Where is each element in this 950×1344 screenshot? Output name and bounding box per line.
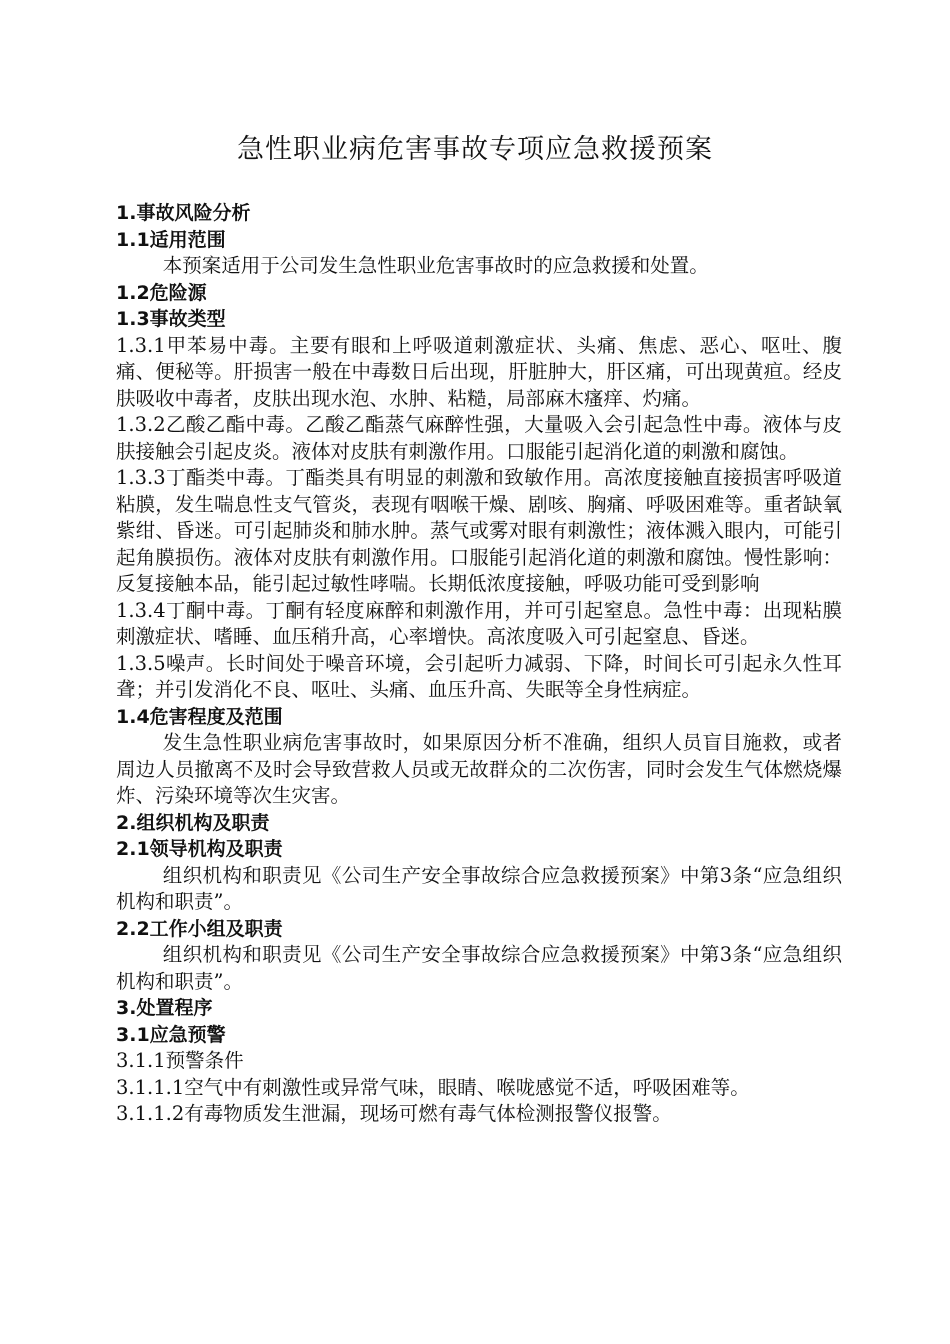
section-heading-3: 3.处置程序 [116, 997, 213, 1019]
section-heading-2-2: 2.2工作小组及职责 [116, 917, 283, 940]
section-heading-1-1: 1.1适用范围 [116, 228, 226, 251]
document-body [116, 200, 842, 1128]
section-heading-1: 1.事故风险分析 [116, 202, 251, 224]
paragraph-noise: 1.3.5噪声。长时间处于噪音环境，会引起听力减弱、下降，时间长可引起永久性耳聋；并引发消化不良、呕吐、头痛、血压升高、失眠等全身性病症。 [116, 651, 842, 701]
paragraph-hazard-scope: 发生急性职业病危害事故时，如果原因分析不准确，组织人员盲目施救，或者周边人员撤离不及时会导致营救人员或无故群众的二次伤害，同时会发生气体燃烧爆炸、污染环境等次生灾害。 [116, 731, 842, 807]
paragraph-warning-1: 3.1.1.1空气中有刺激性或异常气味，眼睛、喉咙感觉不适，呼吸困难等。 [116, 1075, 750, 1099]
paragraph-toluene: 1.3.1甲苯易中毒。主要有眼和上呼吸道刺激症状、头痛、焦虑、恶心、呕吐、腹痛、便秘等。肝损害一般在中毒数日后出现，肝脏肿大，肝区痛，可出现黄疸。经皮肤吸收中毒者，皮肤出现水泡、水肿、粘糙，局部麻木瘙痒、灼痛。 [116, 333, 842, 410]
paragraph-scope: 本预案适用于公司发生急性职业危害事故时的应急救援和处置。 [162, 254, 709, 277]
paragraph-working-group: 组织机构和职责见《公司生产安全事故综合应急救援预案》中第3条“应急组织机构和职责”。 [116, 943, 842, 993]
subsection-3-1-1: 3.1.1预警条件 [116, 1049, 244, 1072]
paragraph-butanone: 1.3.4丁酮中毒。丁酮有轻度麻醉和刺激作用，并可引起窒息。急性中毒：出现粘膜刺激症状、嗜睡、血压稍升高，心率增快。高浓度吸入可引起窒息、昏迷。 [116, 598, 842, 648]
paragraph-butyl-esters: 1.3.3丁酯类中毒。丁酯类具有明显的刺激和致敏作用。高浓度接触直接损害呼吸道粘膜，发生喘息性支气管炎，表现有咽喉干燥、剧咳、胸痛、呼吸困难等。重者缺氧紫绀、昏迷。可引起肺炎和肺水肿。蒸气或雾对眼有刺激性；液体溅入眼内，可能引起角膜损伤。液体对皮肤有刺激作用。口服能引起消化道的刺激和腐蚀。慢性影响：反复接触本品，能引起过敏性哮喘。长期低浓度接触，呼吸功能可受到影响 [116, 466, 842, 595]
paragraph-leadership: 组织机构和职责见《公司生产安全事故综合应急救援预案》中第3条“应急组织机构和职责”。 [116, 863, 842, 913]
section-heading-2: 2.组织机构及职责 [116, 811, 270, 834]
paragraph-warning-2: 3.1.1.2有毒物质发生泄漏，现场可燃有毒气体检测报警仪报警。 [116, 1102, 672, 1125]
section-heading-1-3: 1.3事故类型 [116, 308, 226, 330]
document-title: 急性职业病危害事故专项应急救援预案 [237, 134, 713, 165]
section-heading-2-1: 2.1领导机构及职责 [116, 838, 283, 860]
section-heading-1-4: 1.4危害程度及范围 [116, 705, 283, 728]
section-heading-3-1: 3.1应急预警 [116, 1023, 226, 1046]
paragraph-ethyl-acetate: 1.3.2乙酸乙酯中毒。乙酸乙酯蒸气麻醉性强，大量吸入会引起急性中毒。液体与皮肤接触会引起皮炎。液体对皮肤有刺激作用。口服能引起消化道的刺激和腐蚀。 [116, 413, 842, 463]
section-heading-1-2: 1.2危险源 [116, 281, 207, 304]
